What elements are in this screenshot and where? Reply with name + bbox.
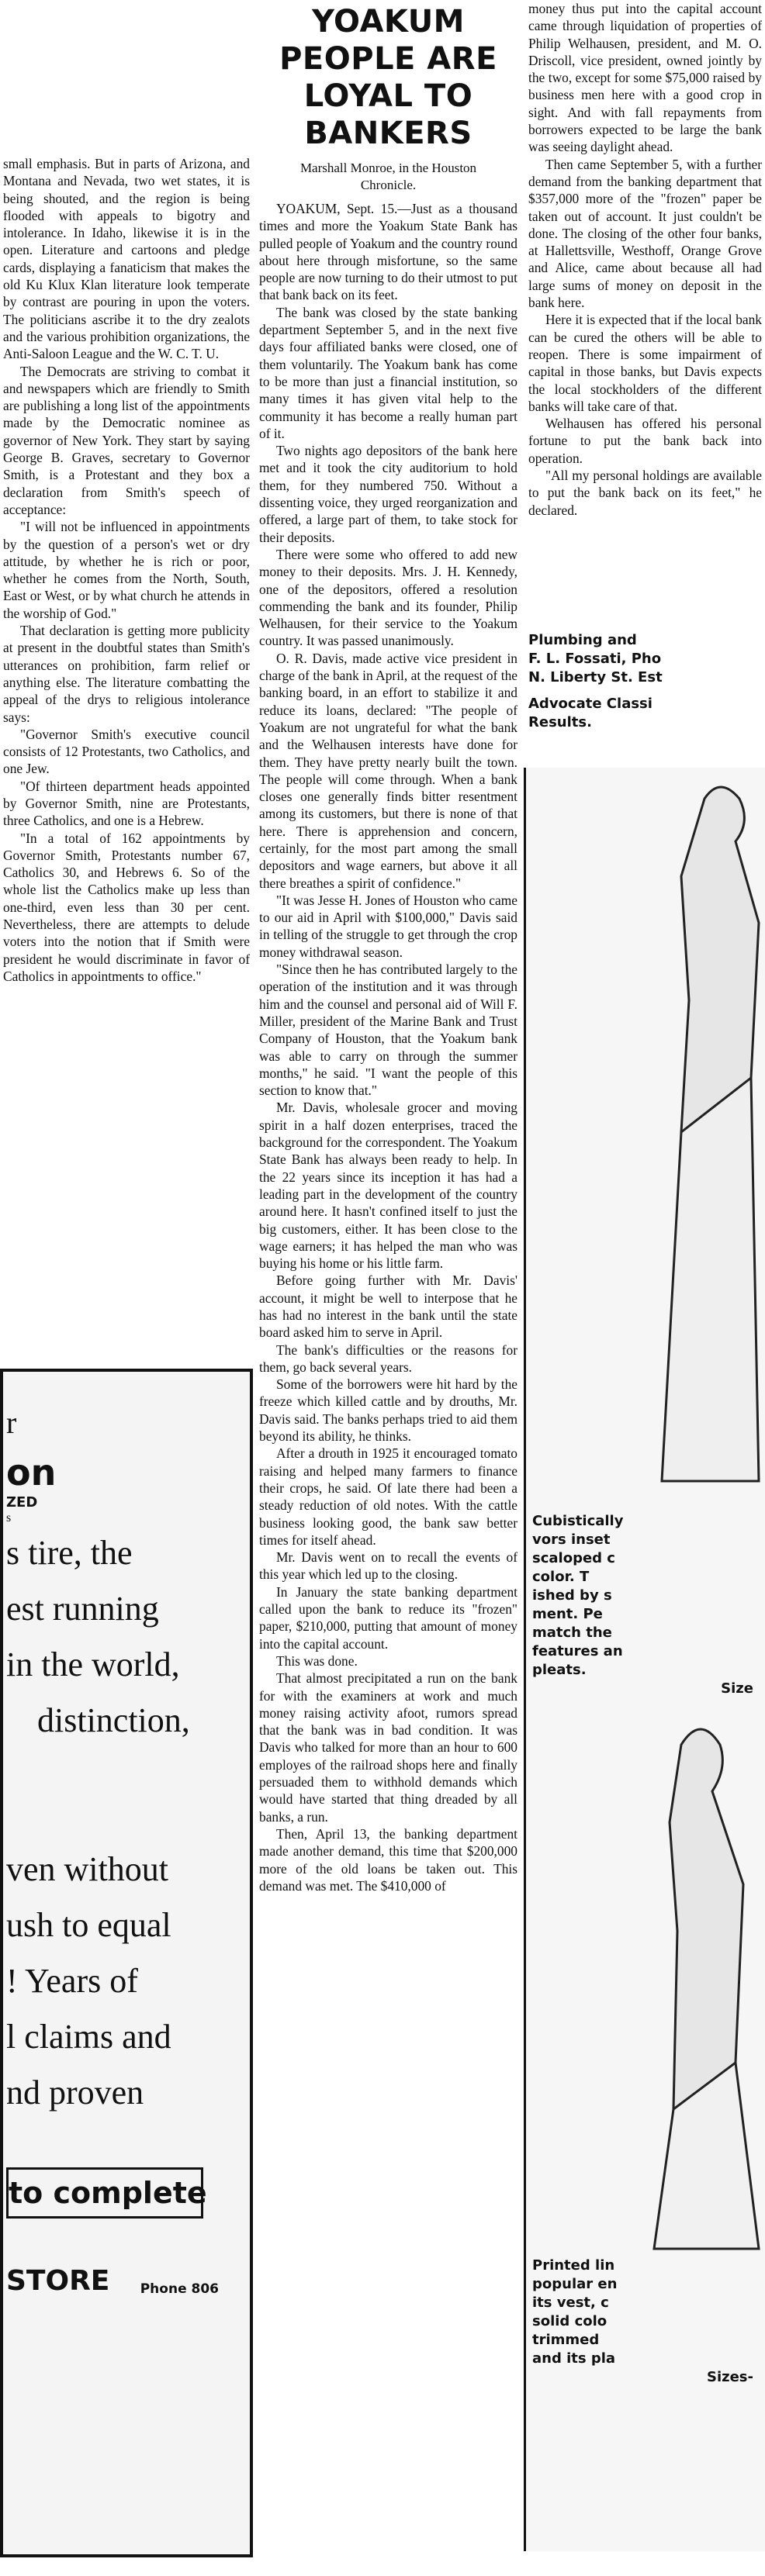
ad-line: ! Years of [6,1962,138,2000]
fashion-text: solid colo [532,2313,608,2329]
paragraph: The bank's difficulties or the reasons for them, go back several years. [259,1342,518,1375]
ad-line: r [6,1405,17,1440]
paragraph: small emphasis. But in parts of Arizona, and Montana and Nevada, two wet states, it is being shouted, and the region is being flooded with appeals to bigotry and intolerance. In Idaho, likewise it is in the open. Literature and cartoons and pledge cards, displaying a fanaticism that makes the old Ku Klux Klan literature look temperate by contrast are pouring in upon the voters. The politicians ascribe it to the dry zealots and the various prohibition organizations, the Anti-Saloon League and the W. C. T. U. [3,156,250,362]
byline-line: Marshall Monroe, in the Houston [299,161,477,175]
ad-line: l claims and [6,2018,171,2056]
paragraph: money thus put into the capital account came through liquidation of properties of Philip Welhausen, president, and M. O. Driscoll, vice president, owned jointly by the two, except for some $75,000 raised by business men here with a good crop in sight. And with fall repayments from borrowers expected to be large the bank was seeing daylight ahead. [528,1,762,155]
tire-advertisement [0,1369,253,2557]
ad-line: in the world, [6,1645,180,1683]
paragraph: Mr. Davis went on to recall the events of this year which led up to the closing. [259,1549,518,1583]
classified-line: Advocate Classi [528,696,652,712]
paragraph: That declaration is getting more publicity at present in the doubtful states than Smith's utterances on prohibition, farm relief or anything else. The literature combatting the appeal of the drys to religious intolerance says: [3,623,250,725]
paragraph: "Governor Smith's executive council consists of 12 Protestants, two Catholics, and one Jew. [3,726,250,777]
paragraph: "I will not be influenced in appointments by the question of a person's wet or dry attitude, by whether he is rich or poor, whether he comes from the North, South, East or West, or by what church he attends in the worship of God." [3,519,250,621]
paragraph: Then came September 5, with a further demand from the banking department that $357,000 more of the "frozen" paper be taken out of account. It just couldn't be done. The closing of the other four banks, at Hallettsville, Westhoff, Orange Grove and Alice, came about because all had large sums of money on deposit in the bank here. [528,156,762,311]
fashion-advertisement [524,768,765,2551]
byline-line: Chronicle. [360,178,417,192]
fashion-text: ment. Pe [532,1606,603,1622]
store-phone: Phone 806 [140,2281,219,2297]
ad-line: ven without [6,1850,168,1888]
ad-line: nd proven [6,2074,144,2112]
paragraph: Here it is expected that if the local bank can be cured the others will be able to reopen. There is some impairment of capital in those banks, but Davis expects the local stockholders of the different banks will take care of that. [528,312,762,414]
right-column [522,0,765,616]
paragraph: "In a total of 162 appointments by Governor Smith, Protestants number 67, Catholics 30, and Hebrews 6. So of the whole list the Catholics make up less than one-third, even less than 30 per cent. Nevertheless, there are attempts to delude voters into the notion that if Smith were president he would discriminate in favor of Catholics in appointments to office." [3,830,250,984]
fashion-text: match the [532,1625,612,1641]
paragraph: The bank was closed by the state banking department September 5, and in the next five days four affiliated banks were closed, one of them voluntarily. The Yoakum bank has come to be more than just a financial institution, so many times it has given vital help to the community it has become a really human part of it. [259,304,518,441]
ad-line: ush to equal [6,1906,171,1944]
paragraph: O. R. Davis, made active vice president in charge of the bank in April, at the request of the banking board, in an effort to stabilize it and reduce its loans, declared: "The people of Yoakum are not ungrateful for what the bank and the Welhausen interests have done for them. They have pretty nearly built the town. The people will come through. When a bank closes one generally finds bitter resentment among its customers, but there is none of that here. There is apprehension and concern, certainly, for the most part among the small depositors and wage earners, but above it all there breathes a spirit of confidence." [259,650,518,891]
fashion-text: color. T [532,1569,590,1585]
ad-line: on [6,1452,57,1493]
fashion-text: Sizes- [706,2369,753,2385]
article-column [254,0,522,2576]
paragraph: There were some who offered to add new money to their deposits. Mrs. J. H. Kennedy, one of the depositors, offered a resolution commending the bank and its founder, Philip Welhausen, for their service to the Yoakum country. It was passed unanimously. [259,546,518,649]
fashion-text: Size [721,1680,753,1697]
ad-line: s tire, the [6,1534,133,1572]
classified-line: F. L. Fossati, Pho [528,651,662,667]
paragraph: "All my personal holdings are available to put the bank back on its feet," he declared. [528,468,762,518]
paragraph: Some of the borrowers were hit hard by the freeze which killed cattle and by drouths, Mr. Davis said. The banks perhaps tried to aid them beyond its ability, he thinks. [259,1376,518,1445]
fashion-text: features an [532,1643,623,1659]
paragraph: Welhausen has offered his personal fortune to put the bank back into operation. [528,416,762,466]
fashion-text: Cubistically [532,1513,624,1529]
fashion-text: popular en [532,2276,618,2292]
paragraph: The Democrats are striving to combat it and newspapers which are friendly to Smith are publishing a long list of the appointments made by the Democratic nominee as governor of New York. They start by saying George B. Graves, secretary to Governor Smith, is a Protestant and they box a declaration from Smith's speech of acceptance: [3,363,250,517]
paragraph: Two nights ago depositors of the bank here met and it took the city auditorium to hold them, for they numbered 750. Without a dissenting voice, they urged reorganization and offered, a large part of them, to take stock for their deposits. [259,443,518,545]
fashion-text: and its pla [532,2350,616,2367]
paragraph: "It was Jesse H. Jones of Houston who came to our aid in April with $100,000," Davis said in telling of the struggle to get through the crop money withdrawal season. [259,892,518,960]
dress-illustration [526,768,765,1512]
headline [259,3,518,152]
paragraph: Then, April 13, the banking department made another demand, this time that $200,000 more of the old loans be taken out. This demand was met. The $410,000 of [259,1825,518,1894]
paragraph: YOAKUM, Sept. 15.—Just as a thousand times and more the Yoakum State Bank has pulled people of Yoakum and the country round about here through misfortune, so the same people are now turning to do their utmost to put that bank back on its feet. [259,201,518,303]
paragraph: Mr. Davis, wholesale grocer and moving spirit in a half dozen enterprises, traced the background for the correspondent. The Yoakum State Bank has always been ready to help. In the 22 years since its inception it has had a leading part in the development of the country around here. It hasn't confined itself to just the big customers, either. It has been close to the wage earners; it has helped the man who was buying his home or his little farm. [259,1100,518,1272]
paragraph: This was done. [276,1652,358,1669]
dress-illustration [526,1698,765,2257]
store-name: STORE [6,2265,110,2297]
paragraph: "Of thirteen department heads appointed by Governor Smith, nine are Protestants, three Catholics, and one is a Hebrew. [3,778,250,829]
ad-line: to complete [9,2176,207,2210]
headline-line: LOYAL TO BANKERS [303,78,473,151]
fashion-text: ished by s [532,1587,612,1604]
fashion-text: its vest, c [532,2295,609,2311]
paragraph: After a drouth in 1925 it encouraged tomato raising and helped many farmers to finance their crops, he said. Of late there had been a steady reduction of old notes. With the cattle business looking good, the bank saw better times for itself ahead. [259,1445,518,1548]
fashion-text: trimmed [532,2332,600,2348]
left-column [0,155,254,1357]
fashion-text: pleats. [532,1662,587,1678]
fashion-text: scaloped c [532,1550,615,1566]
ad-line: ZED [6,1494,38,1511]
ad-line: s [6,1511,12,1525]
ad-line: distinction, [37,1701,190,1739]
classified-line: N. Liberty St. Est [528,669,663,685]
paragraph: Before going further with Mr. Davis' account, it might be well to interpose that he has had no interest in the bank until the state board asked him to serve in April. [259,1272,518,1341]
paragraph: "Since then he has contributed largely to the operation of the institution and it was through him and the counsel and personal aid of Will F. Miller, president of the Marine Bank and Trust Company of Houston, that the Yoakum bank was able to carry on through the summer months," he said. "I want the people of this section to know that." [259,962,518,1099]
paragraph: In January the state banking department called upon the bank to reduce its "frozen" paper, $210,000, putting that amount of money into the capital account. [259,1583,518,1652]
byline [259,160,518,194]
ad-line: est running [6,1590,159,1628]
classified-line: Results. [528,714,592,730]
paragraph: That almost precipitated a run on the bank for with the examiners at work and much money raising activity afoot, rumors spread that the bank was in bad condition. It was Davis who talked for more than an hour to 600 employes of the railroad shops here and finally persuaded them to withhold demands which would have started that thing dreaded by all banks, a run. [259,1670,518,1825]
fashion-text: Printed lin [532,2257,615,2274]
classified-ad [522,628,765,760]
headline-line: YOAKUM PEOPLE ARE [279,4,497,77]
fashion-text: vors inset [532,1531,611,1548]
classified-line: Plumbing and [528,632,637,648]
